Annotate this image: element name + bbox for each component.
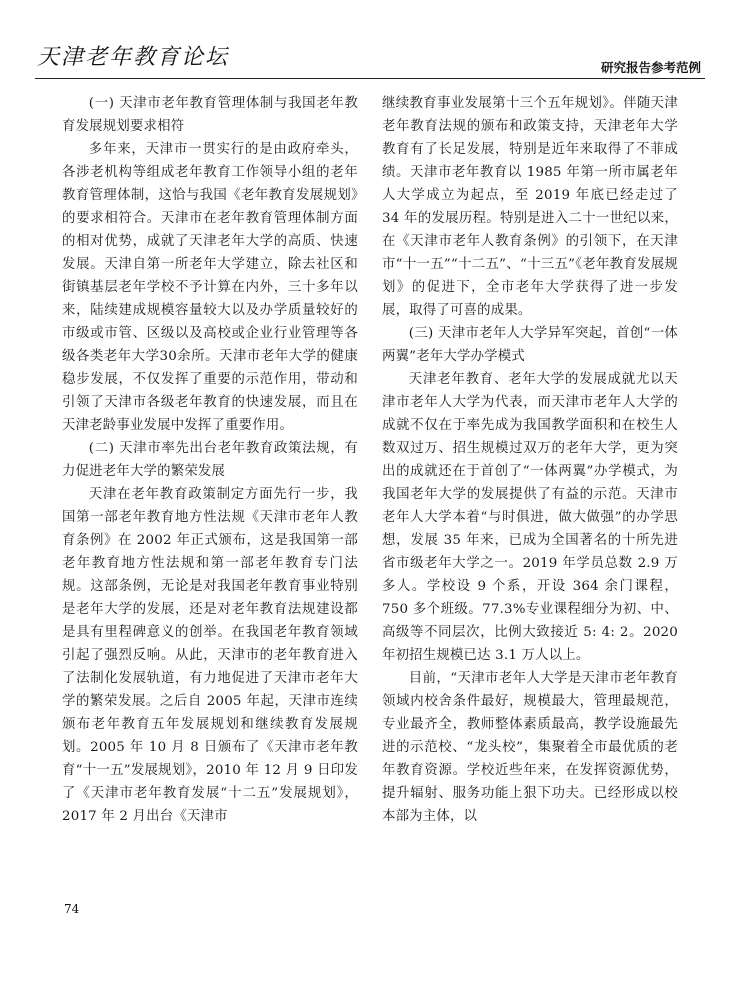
subheading-3: (三) 天津市老年人大学异军突起，首创“一体两翼”老年大学办学模式: [382, 326, 678, 364]
header-rule: [35, 78, 705, 79]
page-number: 74: [64, 902, 80, 916]
subheading-2: (二) 天津市率先出台老年教育政策法规，有力促进老年大学的繁荣发展: [62, 441, 358, 479]
paragraph: 天津在老年教育政策制定方面先行一步，我国第一部老年教育地方性法规《天津市老年人教育条例》在 2002 年正式颁布，这是我国第一部老年教育地方性法规和第一部老年教育专门法规。这部条例，无论是对我国老年教育事业特别是老年大学的发展，还是对老年教育法规建设都是具有里程碑意义的创举。在我国老年教育领域引起了强烈反响。从此，天津市的老年教育进入了法制化发展轨道，有力地促进了天津市老年大学的繁荣发展。之后自 2005 年起，天津市连续颁布老年教育五年发展规划和继续教育发展规划。2005 年 10 月 8 日颁布了《天津市老年教育“十一五”发展规划》，2010 年 12 月 9 日印发了《天津市老年教育发展“十二五”发展规划》，2017 年 2 月出台《天津市: [62, 487, 358, 824]
page-header: [35, 38, 705, 82]
left-column: [62, 92, 358, 828]
section-label: 研究报告参考范例: [600, 60, 701, 75]
paragraph: 多年来，天津市一贯实行的是由政府牵头，各涉老机构等组成老年教育工作领导小组的老年教育管理体制，这恰与我国《老年教育发展规划》的要求相符合。天津市在老年教育管理体制方面的相对优势，成就了天津老年大学的高质、快速发展。天津自第一所老年大学建立，除去社区和街镇基层老年学校不予计算在内外，三十多年以来，陆续建成规模容量较大以及办学质量较好的市级或市管、区级以及高校或企业行业管理等各级各类老年大学30余所。天津市老年大学的健康稳步发展，不仅发挥了重要的示范作用，带动和引领了天津市各级老年教育的快速发展，而且在天津老龄事业发展中发挥了重要作用。: [62, 142, 358, 433]
right-column: [382, 92, 678, 828]
paragraph: 继续教育事业发展第十三个五年规划》。伴随天津老年教育法规的颁布和政策支持，天津老年大学教育有了长足发展，特别是近年来取得了不菲成绩。天津市老年教育以 1985 年第一所市属老年人大学成立为起点，至 2019 年底已经走过了 34 年的发展历程。特别是进入二十一世纪以来，在《天津市老年人教育条例》的引领下，在天津市“十一五”“十二五”、“十三五”《老年教育发展规划》的促进下，全市老年大学获得了进一步发展，取得了可喜的成果。: [382, 96, 678, 318]
subheading-1: (一) 天津市老年教育管理体制与我国老年教育发展规划要求相符: [62, 96, 358, 134]
paragraph: 天津老年教育、老年大学的发展成就尤以天津市老年人大学为代表，而天津市老年人大学的成就不仅在于率先成为我国教学面积和在校生人数双过万、招生规模过双万的老年大学，更为突出的成就还在于首创了“一体两翼”办学模式，为我国老年大学的发展提供了有益的示范。天津市老年人大学本着“与时俱进，做大做强”的办学思想，发展 35 年来，已成为全国著名的十所先进省市级老年大学之一。2019 年学员总数 2.9 万多人。学校设 9 个系，开设 364 余门课程，750 多个班级。77.3%专业课程细分为初、中、高级等不同层次，比例大致接近 5: 4: 2。2020 年初招生规模已达 3.1 万人以上。: [382, 372, 678, 663]
journal-logo: 天津老年教育论坛: [37, 45, 230, 70]
paragraph: 目前，“天津市老年人大学是天津市老年教育领域内校舍条件最好，规模最大，管理最规范，专业最齐全，教师整体素质最高，教学设施最先进的示范校、“龙头校”，集聚着全市最优质的老年教育资源。学校近些年来，在发挥资源优势，提升辐射、服务功能上狠下功夫。已经形成以校本部为主体，以: [382, 671, 678, 824]
